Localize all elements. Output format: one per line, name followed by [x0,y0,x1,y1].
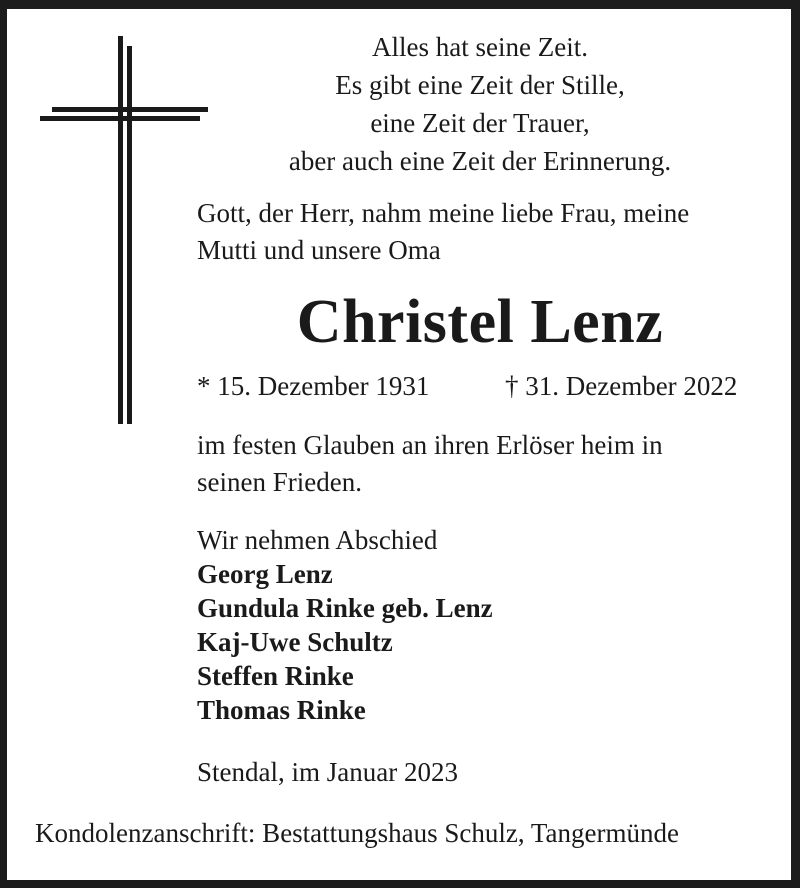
mourner-name: Kaj-Uwe Schultz [197,627,393,657]
mourner-name: Thomas Rinke [197,695,366,725]
cross-icon [38,36,212,424]
condolence-address: Kondolenzanschrift: Bestattungshaus Schulz, Tangermünde [35,818,679,848]
mourner-name: Gundula Rinke geb. Lenz [197,593,493,623]
birth-date: * 15. Dezember 1931 [197,371,430,401]
death-date: † 31. Dezember 2022 [505,371,738,401]
motto-line: Alles hat seine Zeit. [372,32,588,62]
intro-text [197,195,689,269]
mourner-name: Steffen Rinke [197,661,354,691]
farewell-heading: Wir nehmen Abschied [197,525,438,555]
motto [240,28,720,180]
motto-line: Es gibt eine Zeit der Stille, [335,70,625,100]
faith-line: seinen Frieden. [197,467,362,497]
deceased-name: Christel Lenz [296,288,664,356]
intro-line: Mutti und unsere Oma [197,235,441,265]
motto-line: eine Zeit der Trauer, [370,108,590,138]
faith-line: im festen Glauben an ihren Erlöser heim in [197,430,663,460]
place-date: Stendal, im Januar 2023 [197,757,458,787]
intro-line: Gott, der Herr, nahm meine liebe Frau, meine [197,198,690,228]
faith-text [197,427,663,501]
motto-line: aber auch eine Zeit der Erinnerung. [288,146,672,176]
mourner-name: Georg Lenz [197,559,333,589]
farewell-block [197,523,493,727]
